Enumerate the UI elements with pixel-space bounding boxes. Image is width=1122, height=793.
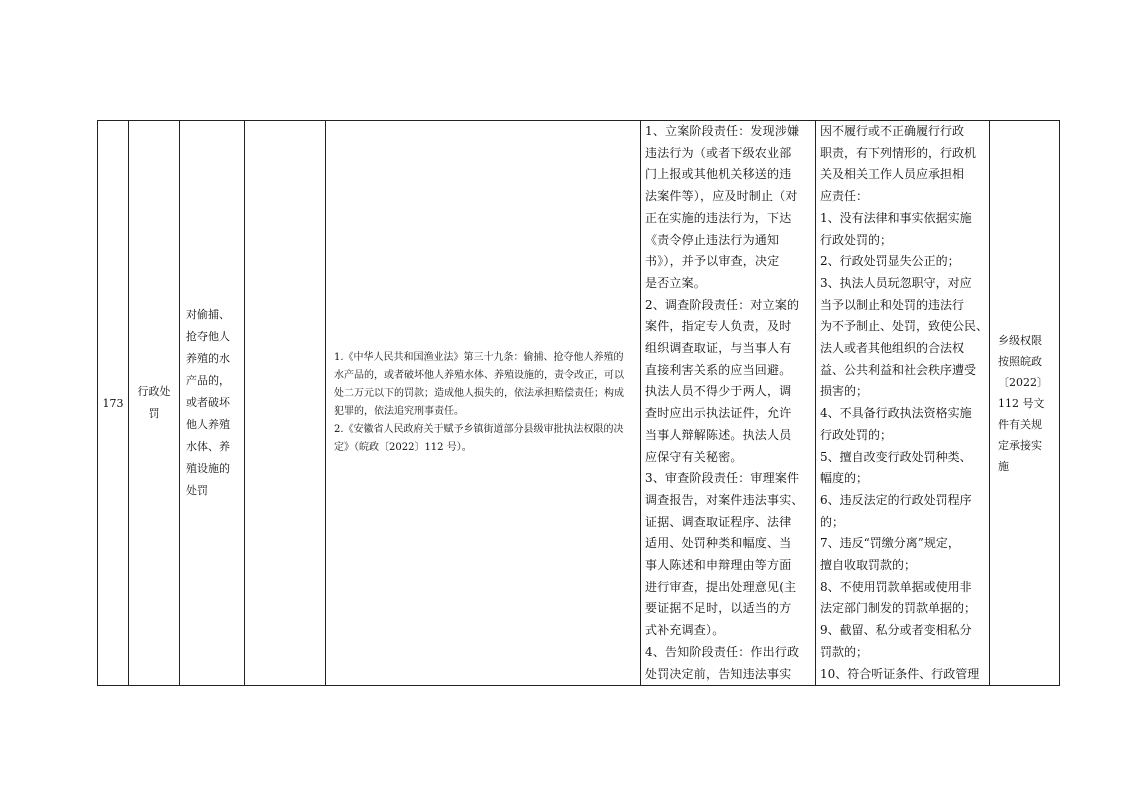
accountability-line: 益、公共利益和社会秩序遭受 bbox=[820, 362, 977, 377]
responsibility-line: 法案件等），应及时制止（对 bbox=[645, 189, 798, 204]
responsibility-line: 是否立案。 bbox=[645, 275, 707, 290]
accountability-line: 当予以制止和处罚的违法行 bbox=[820, 297, 965, 312]
accountability-line: 行政处罚的； bbox=[820, 232, 893, 247]
responsibility-line: 事人陈述和申辩理由等方面 bbox=[645, 558, 792, 573]
accountability-line: 1、没有法律和事实依据实施 bbox=[820, 210, 972, 225]
responsibility-line: 要证据不足时，以适当的方 bbox=[645, 601, 792, 616]
accountability-line: 因不履行或不正确履行行政 bbox=[820, 124, 965, 138]
accountability-line: 应责任： bbox=[820, 189, 869, 204]
accountability-cell bbox=[816, 121, 990, 686]
table-row bbox=[98, 121, 1060, 686]
accountability-line: 法定部门制发的罚款单据的； bbox=[820, 601, 977, 616]
accountability-line: 3、执法人员玩忽职守，对应 bbox=[820, 275, 972, 290]
legal-basis-paragraph: 2.《安徽省人民政府关于赋予乡镇街道部分县级审批执法权限的决定》（皖政〔2022〕112 号）。 bbox=[334, 424, 624, 454]
accountability-line: 职责，有下列情形的，行政机 bbox=[820, 145, 977, 160]
responsibility-cell bbox=[641, 121, 816, 686]
responsibility-line: 3、审查阶段责任：审理案件 bbox=[645, 471, 800, 486]
responsibility-line: 调查报告，对案件违法事实、 bbox=[645, 492, 804, 507]
responsibility-line: 门上报或其他机关移送的违 bbox=[645, 167, 792, 182]
accountability-line: 行政处罚的； bbox=[820, 427, 893, 442]
accountability-line: 4、不具备行政执法资格实施 bbox=[820, 406, 972, 421]
sub-item-cell bbox=[245, 121, 326, 686]
accountability-line: 罚款的； bbox=[820, 644, 869, 659]
legal-basis-cell bbox=[326, 121, 641, 686]
legal-basis-paragraph: 1.《中华人民共和国渔业法》第三十九条：偷捕、抢夺他人养殖的水产品的，或者破坏他人养殖水体、养殖设施的，责令改正，可以处二万元以下的罚款；造成他人损失的，依法承担赔偿责任；构成犯罪的，依法追究刑事责任。 bbox=[334, 352, 624, 418]
accountability-line: 10、符合听证条件、行政管理 bbox=[820, 666, 980, 681]
responsibility-line: 组织调查取证，与当事人有 bbox=[645, 341, 792, 356]
responsibility-line: 4、告知阶段责任：作出行政 bbox=[645, 644, 800, 659]
responsibility-line: 案件，指定专人负责，及时 bbox=[645, 319, 792, 334]
accountability-line: 6、违反法定的行政处罚程序 bbox=[820, 492, 972, 507]
accountability-line: 幅度的； bbox=[820, 471, 869, 486]
accountability-line: 关及相关工作人员应承担相 bbox=[820, 167, 965, 182]
power-list-table bbox=[97, 120, 1060, 686]
accountability-line: 2、行政处罚显失公正的； bbox=[820, 254, 960, 269]
responsibility-line: 《责令停止违法行为通知 bbox=[645, 232, 780, 247]
accountability-line: 为不予制止、处罚，致使公民、 bbox=[820, 319, 989, 334]
accountability-line: 擅自收取罚款的； bbox=[820, 558, 917, 573]
accountability-line: 5、擅自改变行政处罚种类、 bbox=[820, 449, 972, 464]
accountability-line: 9、截留、私分或者变相私分 bbox=[820, 623, 972, 638]
responsibility-line: 证据、调查取证程序、法律 bbox=[645, 514, 792, 529]
accountability-line: 法人或者其他组织的合法权 bbox=[820, 341, 965, 356]
responsibility-line: 直接利害关系的应当回避。 bbox=[645, 362, 792, 377]
responsibility-line: 书》），并予以审查，决定 bbox=[645, 254, 780, 269]
item-name: 对偷捕、抢夺他人养殖的水产品的，或者破坏他人养殖水体、养殖设施的处罚 bbox=[180, 121, 245, 686]
responsibility-line: 查时应出示执法证件，允许 bbox=[645, 406, 792, 421]
responsibility-line: 进行审查，提出处理意见(主 bbox=[645, 579, 797, 594]
responsibility-line: 适用、处罚种类和幅度、当 bbox=[645, 536, 792, 551]
power-category: 行政处罚 bbox=[129, 121, 180, 686]
responsibility-line: 违法行为（或者下级农业部 bbox=[645, 145, 792, 160]
responsibility-line: 执法人员不得少于两人，调 bbox=[645, 384, 792, 399]
responsibility-line: 正在实施的违法行为，下达 bbox=[645, 210, 792, 225]
accountability-line: 损害的； bbox=[820, 384, 869, 399]
accountability-line: 的； bbox=[820, 514, 845, 529]
responsibility-line: 处罚决定前，告知违法事实 bbox=[645, 666, 792, 681]
responsibility-line: 当事人辩解陈述。执法人员 bbox=[645, 427, 792, 442]
accountability-line: 8、不使用罚款单据或使用非 bbox=[820, 579, 972, 594]
responsibility-line: 1、立案阶段责任：发现涉嫌 bbox=[645, 124, 800, 138]
remarks-cell: 乡级权限按照皖政〔2022〕112 号文件有关规定承接实施 bbox=[990, 121, 1060, 686]
accountability-line: 7、违反“罚缴分离”规定， bbox=[820, 536, 960, 551]
responsibility-line: 2、调查阶段责任：对立案的 bbox=[645, 297, 800, 312]
responsibility-line: 应保守有关秘密。 bbox=[645, 449, 743, 464]
row-number: 173 bbox=[98, 121, 129, 686]
responsibility-line: 式补充调查）。 bbox=[645, 623, 725, 638]
